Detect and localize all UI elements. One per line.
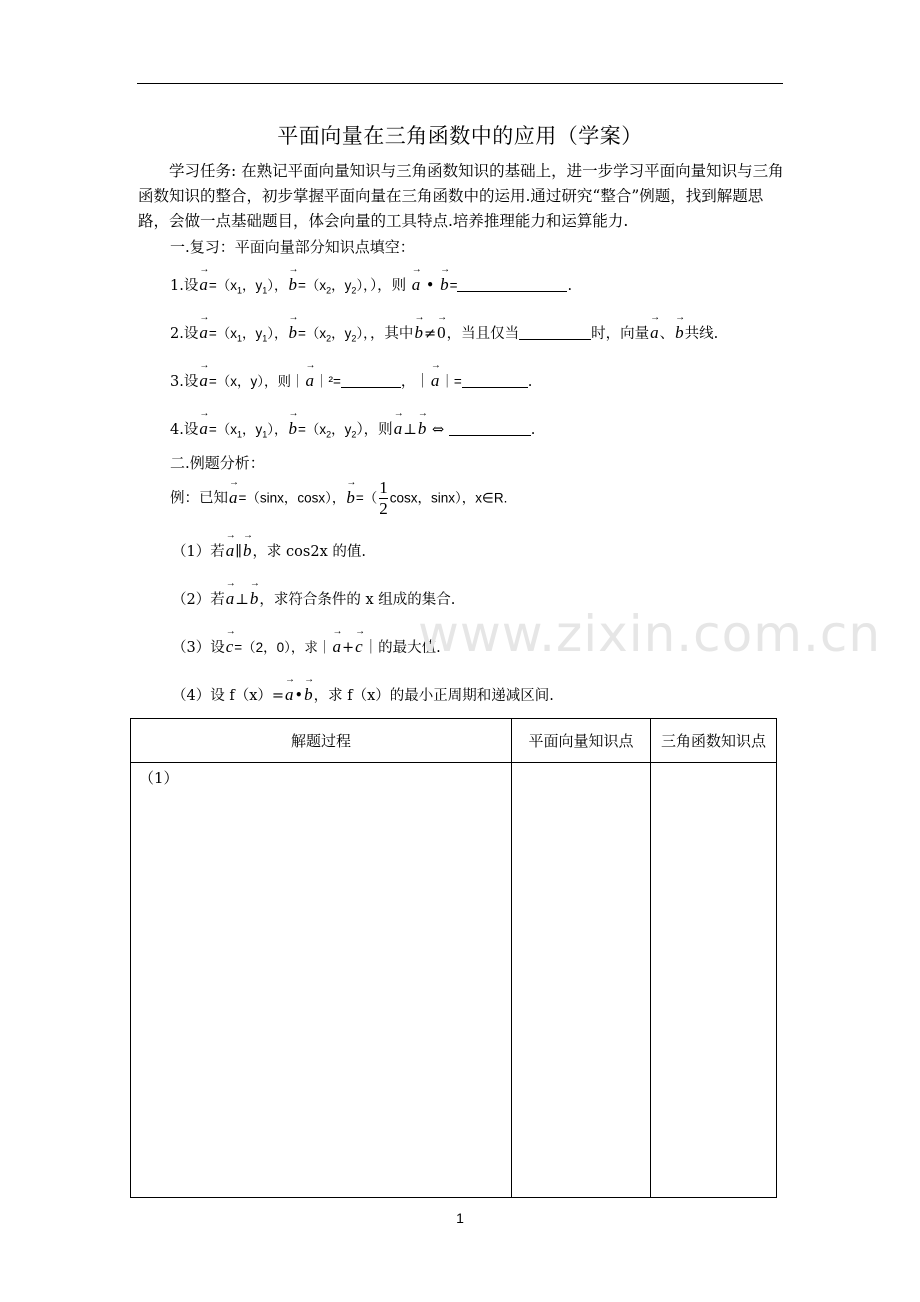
review-heading: 一.复习：平面向量部分知识点填空： [170, 238, 415, 256]
example-part-3: （3）设 → c=（2，0），求｜ → a+ → c｜的最大值. [172, 626, 441, 656]
review-question-3: 3.设 → a=（x，y），则｜ → a｜²= ，｜ → a｜= . [170, 360, 533, 390]
review-question-4: 4.设 → $a=(x_1$，$y_1$）， → $b=(x_2$，$y_2$），则 → a⊥ → b ⇔ . [170, 408, 536, 440]
example-heading: 二.例题分析： [170, 454, 265, 472]
answer-blank-3a[interactable] [341, 373, 401, 388]
trig-knowledge-cell[interactable] [651, 763, 777, 1198]
example-statement: 例：已知 → a=（sinx，cosx）， → b=（ $\frac{1}{2}$ cosx，sinx），x∈R. [170, 476, 508, 518]
review-question-2: 2.设 → $a=(x_1$，$y_1$）， → $b=(x_2$，$y_2$），，其中 → b≠ → 0，当且仅当 时，向量 → a、 → b共线. [170, 312, 719, 344]
answer-blank-4[interactable] [449, 421, 531, 436]
vector-b: → b [288, 264, 299, 294]
header-solution-process: 解题过程 [131, 719, 512, 763]
vector-knowledge-cell[interactable] [512, 763, 651, 1198]
top-rule [137, 83, 783, 84]
example-part-1: （1）若 → a∥ → b，求 cos2x 的值. [172, 530, 366, 560]
learning-task-paragraph: 学习任务: 在熟记平面向量知识与三角函数知识的基础上，进一步学习平面向量知识与三角函数知识的整合，初步掌握平面向量在三角函数中的运用.通过研究“整合”例题，找到解题思路，会做一点基础题目，体会向量的工具特点.培养推理能力和运算能力. [138, 162, 784, 230]
watermark: www.zixin.com.cn [418, 605, 882, 663]
page-title: 平面向量在三角函数中的应用（学案） [277, 124, 643, 148]
example-part-4: （4）设 f（x）= → a• → b，求 f（x）的最小正周期和递减区间. [172, 674, 554, 704]
example-part-2: （2）若 → a⊥ → b，求符合条件的 x 组成的集合. [172, 578, 456, 608]
solution-cell[interactable] [131, 763, 512, 1198]
header-vector-knowledge: 平面向量知识点 [512, 719, 651, 763]
review-question-1: 1.设 → $a=(x_1$，$y_1$）， → $b=(x_2$，$y_2$），），则 → a • → b= . [170, 264, 573, 296]
page-number: 1 [456, 1210, 464, 1226]
answer-blank-1[interactable] [457, 277, 567, 292]
vector-a: → a [199, 264, 210, 294]
answer-blank-3b[interactable] [462, 373, 528, 388]
fraction-one-half: $\frac{1}{2}$ [379, 478, 388, 518]
answer-blank-2[interactable] [519, 325, 591, 340]
part-label-1: （1） [139, 769, 179, 787]
header-trig-knowledge: 三角函数知识点 [651, 719, 777, 763]
solution-table [130, 718, 777, 1198]
